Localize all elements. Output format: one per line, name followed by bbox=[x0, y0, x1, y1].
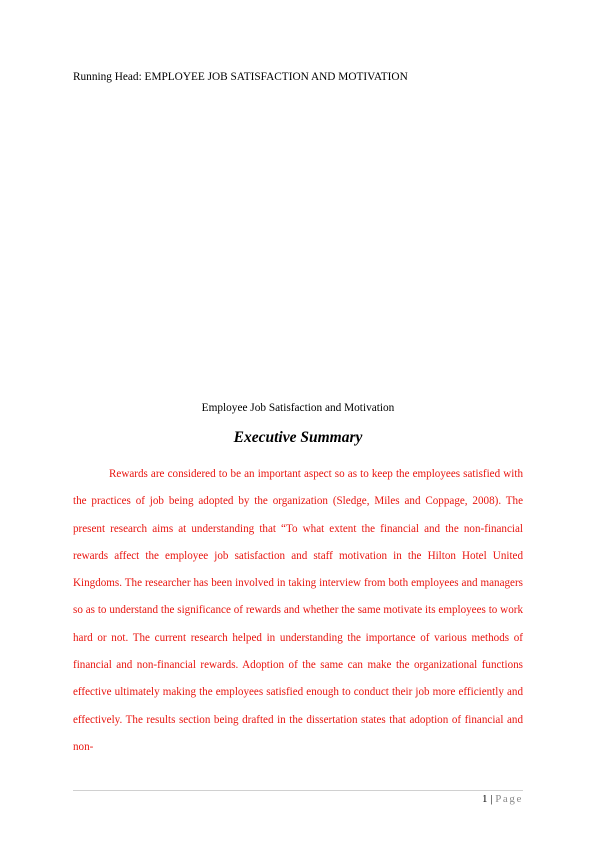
footer-divider bbox=[73, 790, 523, 791]
document-title: Employee Job Satisfaction and Motivation bbox=[201, 402, 395, 414]
page-number: 1 bbox=[482, 793, 488, 805]
executive-summary-heading: Executive Summary bbox=[233, 429, 363, 446]
page-footer bbox=[482, 793, 523, 805]
running-head: Running Head: EMPLOYEE JOB SATISFACTION AND MOTIVATION bbox=[73, 71, 408, 83]
executive-summary-paragraph: Rewards are considered to be an important aspect so as to keep the employees satisfied with the practices of job being adopted by the organization (Sledge, Miles and Coppage, 2008). The present research aims at understanding that “To what extent the financial and the non-financial rewards affect the employee job satisfaction and staff motivation in the Hilton Hotel United Kingdoms. The researcher has been involved in taking interview from both employees and managers so as to understand the significance of rewards and whether the same motivate its employees to work hard or not. The current research helped in understanding the importance of various methods of financial and non-financial rewards. Adoption of the same can make the organizational functions effective ultimately making the employees satisfied enough to conduct their job more efficiently and effectively. The results section being drafted in the dissertation states that adoption of financial and non- bbox=[73, 468, 523, 753]
page-label: Page bbox=[495, 793, 523, 805]
page-separator: | bbox=[487, 793, 496, 805]
